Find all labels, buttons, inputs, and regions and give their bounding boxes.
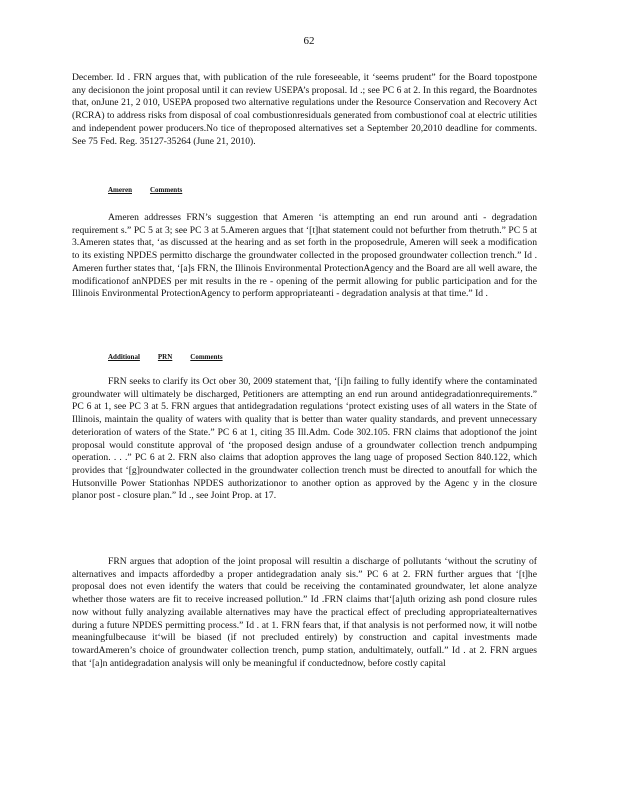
paragraph-text: Ameren addresses FRN’s suggestion that Ameren ‘is attempting an end run around anti - degradation requirement s.” PC 5 at 3; see PC 3 at 5.Ameren argues that ‘[t]hat statement could not befurther from thetruth.” PC 5 at 3.Ameren states that, ‘as discussed at the hearing and as set forth in the proposedrule, Ameren will seek a modification to its existing NPDES permitto discharge the groundwater collected in the proposed groundwater collection trench.” Id . Ameren further states that, ‘[a]s FRN, the Illinois Environmental ProtectionAgency and the Board are all well aware, the modificationof anNPDES per mit results in the re - opening of the permit allowing for public participation and for the Illinois Environmental ProtectionAgency to perform appropriateanti - degradation analysis at that time.” Id . [72,212,537,300]
paragraph-frn-discharge-argument [72,556,537,670]
paragraph-frn-clarification [72,376,537,503]
heading-word: Additional [108,353,140,361]
page-number: 62 [303,35,315,47]
paragraph-rulemaking-status [72,72,537,148]
paragraph-text: December. Id . FRN argues that, with publication of the rule foreseeable, it ‘seems prudent” for the Board topostpone any decisionon the joint proposal until it can review USEPA’s proposal. Id .; see PC 6 at 2. In this regard, the Boardnotes that, onJune 21, 2 010, USEPA proposed two alternative regulations under the Resource Conservation and Recovery Act (RCRA) to address risks from disposal of coal combustionresiduals generated from combustionof coal at electric utilities and independent power producers.No tice of theproposed alternatives set a September 20,2010 deadline for comments. See 75 Fed. Reg. 35127-35264 (June 21, 2010). [72,72,537,147]
heading-word: PRN [157,353,173,361]
paragraph-text: FRN seeks to clarify its Oct ober 30, 2009 statement that, ‘[i]n failing to fully identify where the contaminated groundwater will ultimately be discharged, Petitioners are attempting an end run around antidegradationrequirements.” PC 6 at 1, see PC 3 at 5. FRN argues that antidegradation regulations ‘protect existing uses of all waters in the State of Illinois, maintain the quality of waters with quality that is better than water quality standards, and prevent unnecessary deterioration of waters of the State.” PC 6 at 1, citing 35 Ill.Adm. Code 302.105. FRN claims that adoptionof the joint proposal would constitute approval of ‘the proposed design anduse of a groundwater collection trench andpumping operation. . . .” PC 6 at 2. FRN also claims that adoption approves the lang uage of proposed Section 840.122, which provides that ‘[g]roundwater collected in the groundwater collection trench must be directed to anoutfall for which the Hutsonville Power Stationhas NPDES authorizationor to another option as approved by the Agenc y in the closure planor post - closure plan.” Id ., see Joint Prop. at 17. [72,376,537,502]
section-heading-additional-prn-comments [108,353,223,361]
heading-word: Comments [190,353,223,361]
paragraph-text: FRN argues that adoption of the joint proposal will resultin a discharge of pollutants ‘without the scrutiny of alternatives and impacts affordedby a proper antidegradation analy sis.” PC 6 at 2. FRN further argues that ‘[t]he proposal does not even identify the waters that could be receiving the contaminated groundwater, let alone analyze whether those waters are fit to receive increased pollution.” Id .FRN claims that‘[a]uth orizing ash pond closure rules now without fully analyzing available alternatives may have the practical effect of precluding appropriatealternatives during a future NPDES permitting process.” Id . at 1. FRN fears that, if that analysis is not performed now, it will notbe meaningfulbecause it‘will be biased (if not precluded entirely) by construction and capital investments made towardAmeren’s choice of groundwater collection trench, pump station, andultimately, outfall.” Id . at 2. FRN argues that ‘[a]n antidegradation analysis will only be meaningful if conductednow, before costly capital [72,556,537,669]
section-heading-ameren-comments [108,186,182,194]
heading-word: Comments [149,186,183,194]
heading-word: Ameren [108,186,132,194]
paragraph-ameren-response [72,212,537,301]
